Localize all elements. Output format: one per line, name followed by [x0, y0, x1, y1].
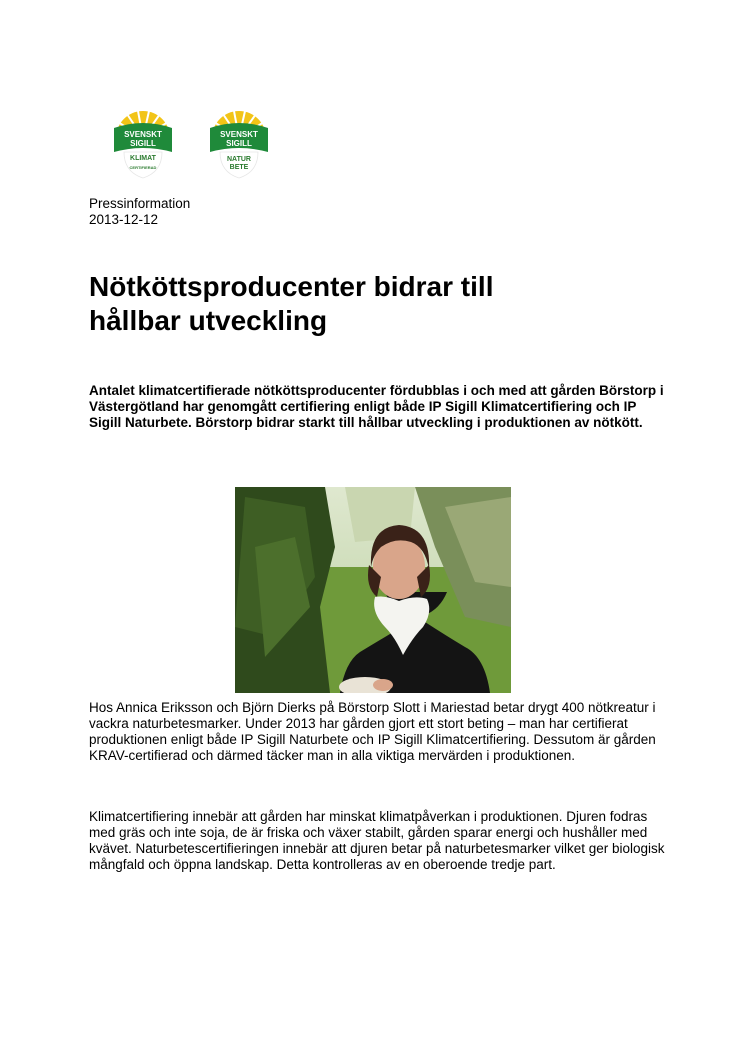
press-date: 2013-12-12 [89, 212, 159, 227]
svenskt-sigill-klimat-logo [110, 108, 176, 180]
body-paragraph-1: Hos Annica Eriksson och Björn Dierks på Börstorp Slott i Mariestad betar drygt 400 nötkreatur i vackra naturbetesmarker. Under 2013 har gården gjort ett stort beting – man har certifierat produktionen enligt både IP Sigill Naturbete och IP Sigill Klimatcertifiering. Dessutom är gården KRAV-certifierad och därmed täcker man in alla viktiga mervärden i produktionen. [89, 700, 656, 763]
portrait-photo [235, 487, 511, 693]
certifierad-label: CERTIFIERAD [129, 165, 157, 170]
lead-paragraph: Antalet klimatcertifierade nötköttsproducenter fördubblas i och med att gården Börstorp i Västergötland har genomgått certifiering enligt både IP Sigill Klimatcertifiering och IP Sigill Naturbete. Börstorp bidrar starkt till hållbar utveckling i produktionen av nötkött. [89, 383, 664, 430]
svg-text:SVENSKT: SVENSKT [124, 130, 162, 139]
klimat-label: KLIMAT [130, 155, 156, 162]
press-meta [89, 196, 190, 228]
headline-line-2: hållbar utveckling [89, 305, 328, 336]
press-label: Pressinformation [89, 196, 191, 211]
svg-text:SVENSKT: SVENSKT [220, 130, 258, 139]
bete-label: BETE [229, 164, 249, 171]
headline [89, 270, 649, 338]
body-paragraph-2: Klimatcertifiering innebär att gården har minskat klimatpåverkan i produktionen. Djuren fodras med gräs och inte soja, de är friska och växer stabilt, gården sparar energi och hushåller med kvävet. Naturbetescertifieringen innebär att djuren betar på naturbetesmarker vilket ger biologisk mångfald och öppna landskap. Detta kontrolleras av en oberoende tredje part. [89, 809, 665, 872]
svg-text:SIGILL: SIGILL [226, 139, 252, 148]
natur-label: NATUR [227, 156, 251, 163]
certification-logos [110, 108, 272, 180]
headline-line-1: Nötköttsproducenter bidrar till [89, 271, 494, 302]
svenskt-sigill-naturbete-logo [206, 108, 272, 180]
svg-text:SIGILL: SIGILL [130, 139, 156, 148]
